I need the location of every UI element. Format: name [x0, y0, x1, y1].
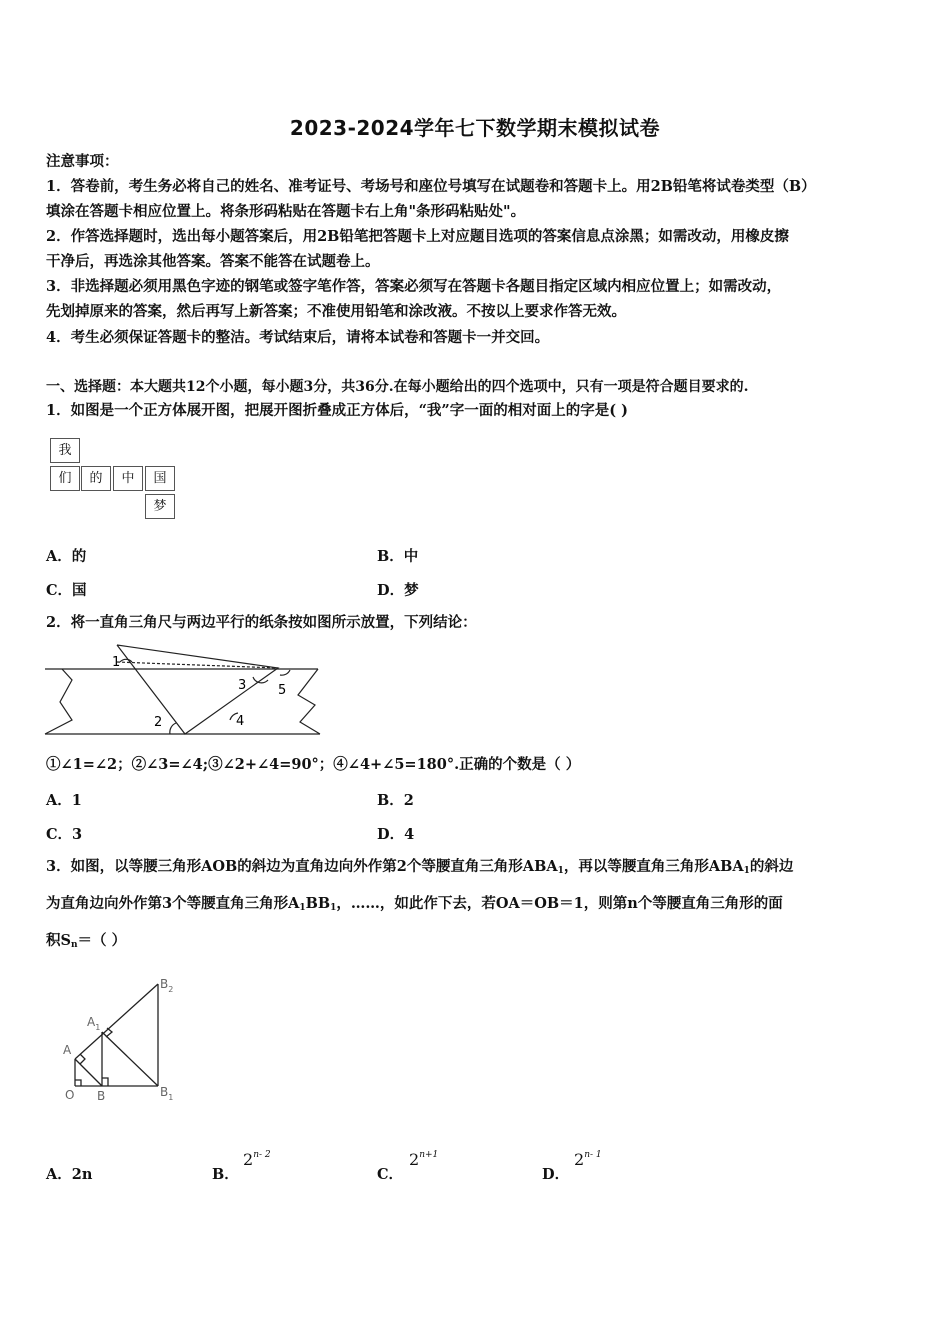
notice-line: 2．作答选择题时，选出每小题答案后，用2B铅笔把答题卡上对应题目选项的答案信息点涂黑；如需改动，用橡皮擦: [46, 228, 789, 245]
strip-right-torn-edge: [298, 669, 320, 734]
net-cell: 中: [113, 466, 143, 491]
notice-line: 4．考生必须保证答题卡的整洁。考试结束后，请将本试卷和答题卡一并交回。: [46, 329, 550, 346]
q2-option-a[interactable]: A．1: [46, 792, 82, 809]
label-B2: $B_2$: [160, 977, 174, 994]
angle-label-3: 3: [238, 678, 247, 693]
q3-option-c[interactable]: C．: [377, 1166, 404, 1183]
q1-stem: 1．如图是一个正方体展开图，把展开图折叠成正方体后，“我”字一面的相对面上的字是( ): [46, 402, 629, 419]
q2-statement: ①∠1=∠2；②∠3=∠4;③∠2+∠4=90°；④∠4+∠5=180°.正确的个数是（ ）: [46, 756, 581, 773]
q2-stem: 2．将一直角三角尺与两边平行的纸条按如图所示放置，下列结论：: [46, 614, 477, 631]
angle-arc-2: [170, 723, 176, 734]
section-heading: 一、选择题：本大题共12个小题，每小题3分，共36分.在每小题给出的四个选项中，只有一项是符合题目要求的.: [46, 379, 749, 395]
net-cell: 的: [81, 466, 111, 491]
isosceles-triangles-figure: [60, 975, 190, 1110]
notice-line: 1．答卷前，考生务必将自己的姓名、准考证号、考场号和座位号填写在试题卷和答题卡上。用2B铅笔将试卷类型（B）: [46, 178, 816, 195]
q3-option-a[interactable]: A．2n: [46, 1166, 93, 1183]
notice-heading: 注意事项：: [46, 153, 119, 170]
label-A: A: [63, 1043, 72, 1057]
segment-AB: [75, 1059, 102, 1086]
net-cell: 我: [50, 438, 80, 463]
q3-option-d-power: 2$^{n- 1}$: [574, 1150, 602, 1169]
q1-option-c[interactable]: C．国: [46, 582, 87, 599]
q1-option-d[interactable]: D．梦: [377, 582, 419, 599]
net-cell: 们: [50, 466, 80, 491]
right-angle-mark-O: [75, 1080, 81, 1086]
q1-option-a[interactable]: A．的: [46, 548, 87, 565]
q2-option-b[interactable]: B．2: [377, 792, 414, 809]
angle-label-4: 4: [236, 714, 245, 729]
triangle-ruler: [117, 645, 278, 734]
notice-line: 填涂在答题卡相应位置上。将条形码粘贴在答题卡右上角"条形码粘贴处"。: [46, 203, 526, 220]
q3-line1: 3．如图，以等腰三角形AOB的斜边为直角边向外作第2个等腰直角三角形$ABA_1$，再以等腰直角三角形$ABA_1$的斜边: [46, 858, 794, 876]
q1-option-b[interactable]: B．中: [377, 548, 419, 565]
notice-line: 先划掉原来的答案，然后再写上新答案；不准使用铅笔和涂改液。不按以上要求作答无效。: [46, 303, 626, 320]
triangle-ruler-strip-figure: [40, 640, 330, 740]
notice-line: 3．非选择题必须用黑色字迹的钢笔或签字笔作答，答案必须写在答题卡各题目指定区域内相应位置上；如需改动，: [46, 278, 782, 295]
right-angle-mark-A: [80, 1054, 85, 1064]
label-B1: $B_1$: [160, 1085, 174, 1102]
label-O: O: [65, 1088, 75, 1102]
angle-label-5: 5: [278, 683, 287, 698]
q3-option-c-power: $2^{n+1}$: [409, 1150, 439, 1169]
q3-line3: 积$S_n=$（ ）: [46, 932, 127, 950]
angle-label-1: 1: [112, 655, 121, 670]
strip-left-torn-edge: [45, 669, 72, 734]
net-cell: 梦: [145, 494, 175, 519]
right-angle-mark-B: [102, 1078, 108, 1086]
label-B: B: [97, 1089, 106, 1103]
q3-line2: 为直角边向外作第3个等腰直角三角形$A_1BB_1$，……，如此作下去，若OA＝OB＝1，则第n个等腰直角三角形的面: [46, 895, 783, 913]
notice-line: 干净后，再选涂其他答案。答案不能答在试题卷上。: [46, 253, 380, 270]
angle-label-2: 2: [154, 715, 163, 730]
q2-option-c[interactable]: C．3: [46, 826, 83, 843]
q2-option-d[interactable]: D．4: [377, 826, 415, 843]
net-cell: 国: [145, 466, 175, 491]
q3-option-d[interactable]: D．: [542, 1166, 570, 1183]
segment-A1B1: [102, 1032, 158, 1086]
page-title: 2023-2024学年七下数学期末模拟试卷: [289, 116, 661, 140]
angle-arc-5: [280, 670, 290, 675]
q3-option-b[interactable]: B．: [212, 1166, 239, 1183]
label-A1: $A_1$: [87, 1015, 101, 1032]
q3-option-b-power: 2$^{n- 2}$: [243, 1150, 271, 1169]
